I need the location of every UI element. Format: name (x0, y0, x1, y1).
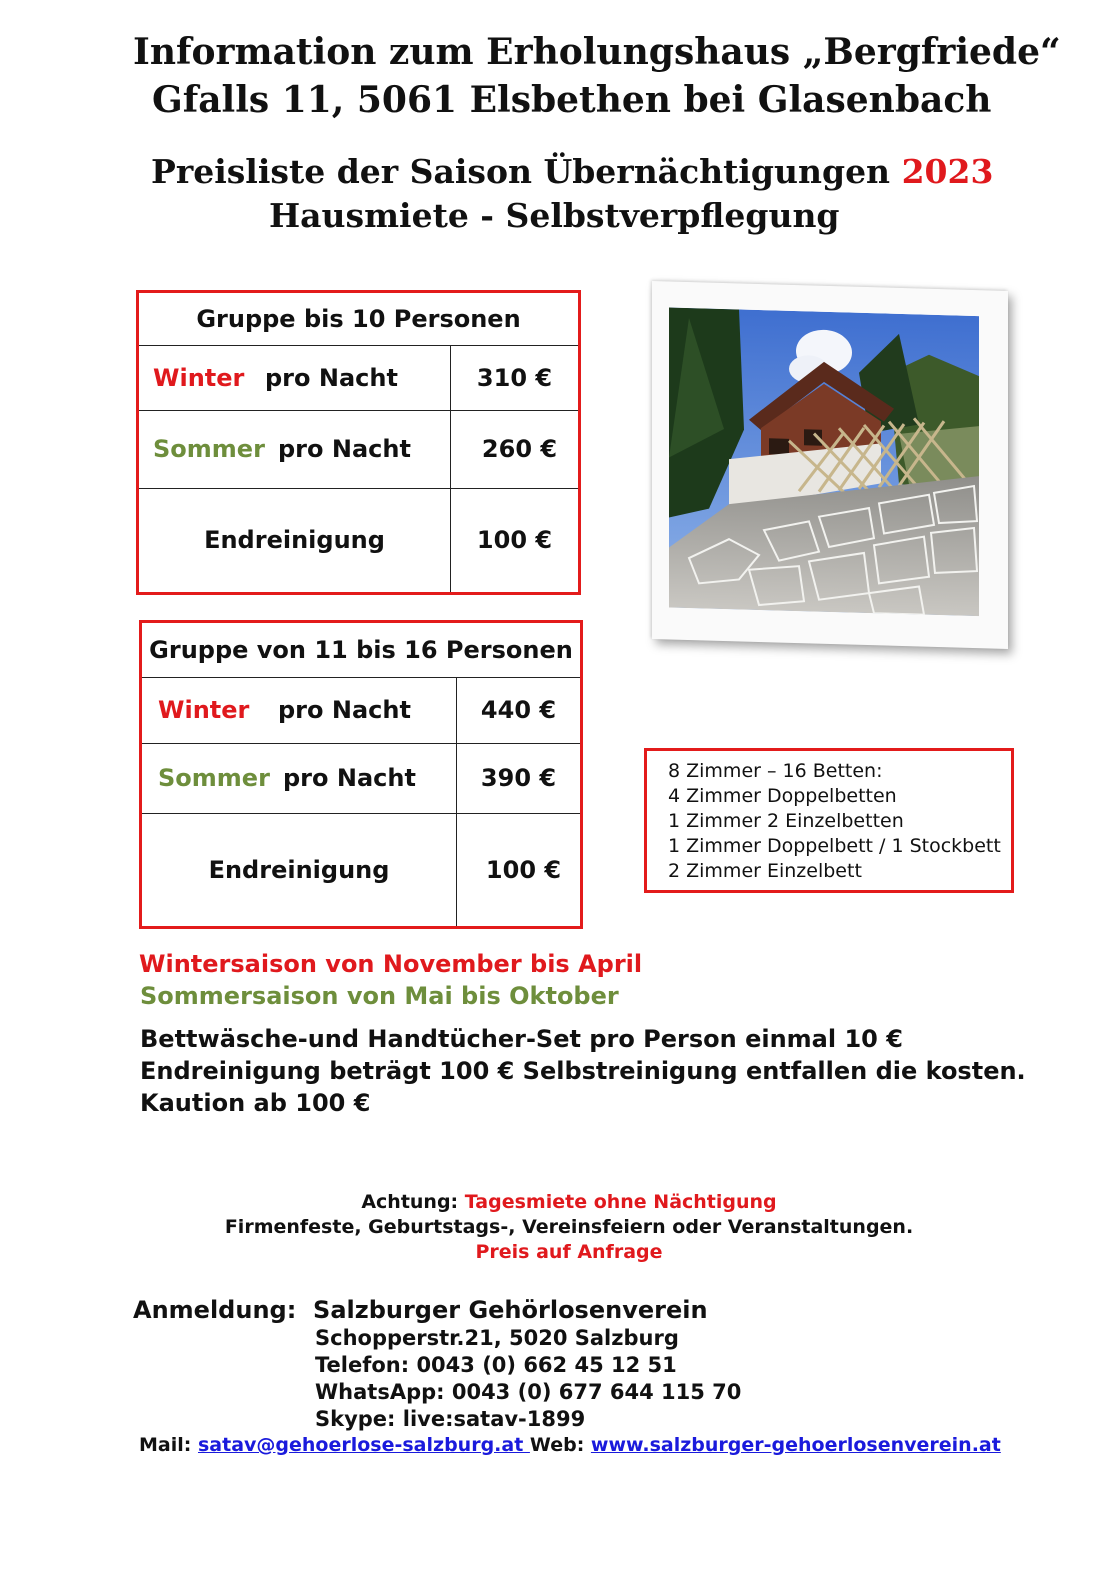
large-cleaning-price: 100 € (457, 813, 581, 926)
house-photo (669, 308, 979, 617)
large-winter-per-night: pro Nacht (278, 696, 411, 724)
note-line: Bettwäsche-und Handtücher-Set pro Person einmal 10 € (140, 1025, 903, 1053)
mail-label: Mail: (139, 1434, 192, 1456)
contact-heading (133, 1294, 708, 1326)
small-summer-label: Sommer (153, 435, 265, 463)
large-cleaning-label: Endreinigung (142, 813, 457, 926)
note-line: Kaution ab 100 € (140, 1089, 371, 1117)
notice-highlight: Tagesmiete ohne Nächtigung (464, 1191, 777, 1213)
address-heading: Gfalls 11, 5061 Elsbethen bei Glasenbach (152, 79, 992, 121)
contact-address: Schopperstr.21, 5020 Salzburg (315, 1326, 679, 1350)
large-winter-price: 440 € (457, 677, 581, 743)
large-summer-per-night: pro Nacht (283, 764, 416, 792)
notice-price: Preis auf Anfrage (475, 1241, 663, 1263)
large-group-title: Gruppe von 11 bis 16 Personen (142, 623, 580, 677)
mail-link[interactable]: satav@gehoerlose-salzburg.at (197, 1434, 530, 1456)
small-winter-row-label (139, 345, 451, 410)
small-summer-price: 260 € (451, 410, 579, 488)
contact-skype: Skype: live:satav-1899 (315, 1407, 586, 1431)
rooms-line: 2 Zimmer Einzelbett (668, 860, 862, 882)
price-table-small-group (136, 290, 581, 595)
notes-block (140, 1023, 1026, 1119)
contact-links (139, 1433, 1001, 1457)
large-summer-price: 390 € (457, 743, 581, 813)
notice-block (0, 1190, 1110, 1265)
small-winter-price: 310 € (451, 345, 579, 410)
contact-phone: Telefon: 0043 (0) 662 45 12 51 (315, 1353, 677, 1377)
large-summer-row-label (142, 743, 457, 813)
summer-season-text: Sommersaison von Mai bis Oktober (140, 982, 619, 1010)
rooms-line: 4 Zimmer Doppelbetten (668, 785, 897, 807)
rooms-line: 8 Zimmer – 16 Betten: (668, 760, 883, 782)
web-label: Web: (529, 1434, 585, 1456)
rooms-info-box (644, 748, 1014, 893)
price-table-large-group (139, 620, 583, 929)
contact-details (315, 1325, 741, 1433)
notice-events: Firmenfeste, Geburtstags-, Vereinsfeiern oder Veranstaltungen. (224, 1216, 914, 1238)
notice-line (0, 1190, 1110, 1215)
house-photo-frame (652, 281, 1008, 649)
large-summer-label: Sommer (158, 764, 270, 792)
price-list-title-text: Preisliste der Saison Übernächtigungen (151, 152, 891, 191)
small-cleaning-price: 100 € (451, 488, 579, 592)
rooms-line: 1 Zimmer Doppelbett / 1 Stockbett (668, 835, 1001, 857)
price-list-year: 2023 (901, 152, 994, 191)
rental-type-subtitle: Hausmiete - Selbstverpflegung (269, 196, 840, 235)
large-winter-row-label (142, 677, 457, 743)
rooms-line: 1 Zimmer 2 Einzelbetten (668, 810, 904, 832)
contact-whatsapp: WhatsApp: 0043 (0) 677 644 115 70 (315, 1380, 742, 1404)
note-line: Endreinigung beträgt 100 € Selbstreinigung entfallen die kosten. (140, 1057, 1026, 1085)
small-summer-per-night: pro Nacht (278, 435, 411, 463)
small-cleaning-label: Endreinigung (139, 488, 451, 592)
contact-label: Anmeldung: (133, 1296, 297, 1324)
small-summer-row-label (139, 410, 451, 488)
small-winter-label: Winter (153, 363, 245, 392)
large-winter-label: Winter (158, 696, 250, 724)
small-winter-per-night: pro Nacht (265, 363, 398, 392)
winter-season-text: Wintersaison von November bis April (139, 950, 643, 978)
small-group-title: Gruppe bis 10 Personen (139, 293, 578, 345)
price-list-title (151, 151, 993, 193)
web-link[interactable]: www.salzburger-gehoerlosenverein.at (590, 1434, 1001, 1456)
document-title: Information zum Erholungshaus „Bergfriede“ (133, 31, 1061, 73)
contact-org: Salzburger Gehörlosenverein (313, 1296, 708, 1324)
notice-label: Achtung: (361, 1191, 459, 1213)
